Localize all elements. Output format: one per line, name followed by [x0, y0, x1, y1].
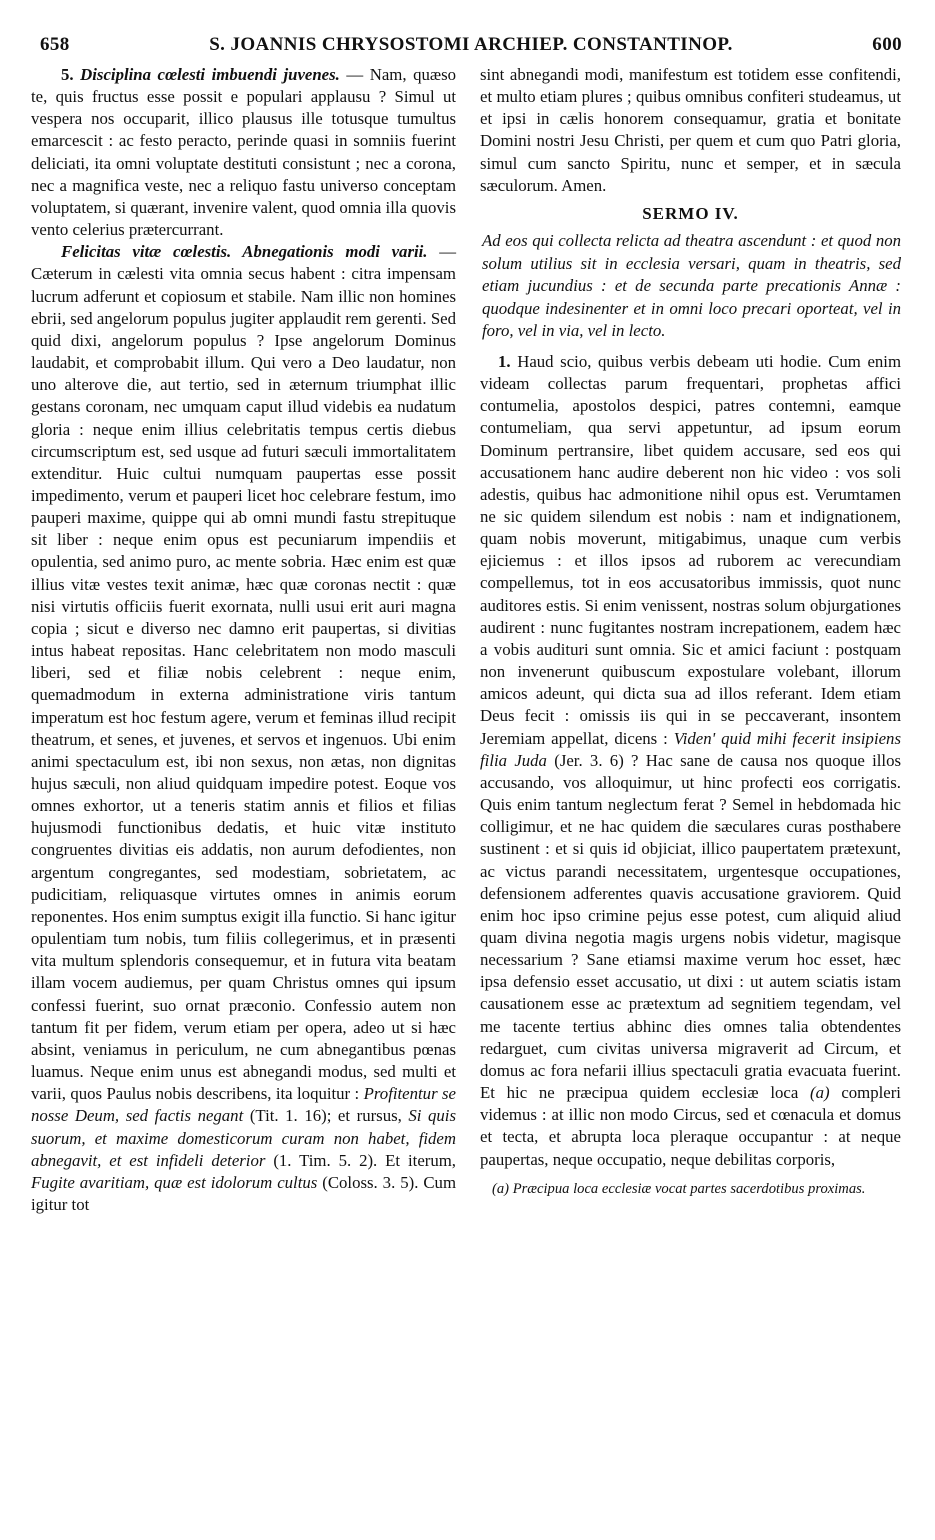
paragraph-text: compleri videmus : at illic non modo Circus, sed et cœnacula et domus et tecta, et abrupta loca pleraque occupantur : at neque paupertas, neque occupatio, neque debilitas corporis, — [480, 1083, 901, 1169]
running-title: S. JOANNIS CHRYSOSTOMI ARCHIEP. CONSTANTINOP. — [209, 34, 733, 55]
paragraph-text: — Cæterum in cælesti vita omnia secus habent : citra impensam lucrum adferunt et copiosum et stabile. Nam illic non homines ebrii, sed angelorum populus jugiter applaudit rem gerenti. Sed quid dixi, angelorum populus ? Ipse angelorum Dominus laudabit, et comprobabit illum. Qui vero a Deo laudatur, non uno alterove die, aut tertio, sed in æternum triumphat illic gestans coronam, nec umquam caput illud videbis ea nudatum gloria : neque enim illius celebritatis tempus certis diebus circumscriptum est, sed usque ad futuri sæculi immortalitatem extenditur. Huic cultui numquam paupertas esse possit impedimento, verum et pauperi licet hoc celebrare festum, imo pauperi maxime, quippe qui ab omni mundi fastu strepituque sit liber : neque enim opus est pecuniarum impendiis et opulentia, sed animo puro, ac mente sobria. Hæc enim est quæ illius vitæ vestes texit animæ, hæc quæ coronas nectit : quæ nisi virtutis officiis fuerit exornata, nulli usui erit auri magna copia ; sicut e diverso nec damno erit paupertas, si divitias intus habeat repositas. Hanc celebritatem non modo masculi liberi, sed et filiæ nobis celebrent : neque enim, quemadmodum in externa administratione viris tantum imperatum est hoc festum agere, verum et feminas illud recipit theatrum, et senes, et juvenes, et servos et ingenuos. Ubi enim animi spectaculum est, ibi non sexus, non ætas, non dignitas hujus sæculi, non aliud quidquam impedire potest. Eoque vos omnes exhortor, ut a teneris statim annis et filios et filias hujusmodi functionibus dedatis, et huic vitæ instituto congruentes divitias eis addatis, non aurum defodientes, non argentum congregantes, sed modestiam, sobrietatem, ac pudicitiam, reliquasque virtutes omnes in animis eorum reponentes. Hos enim sumptus exigit illa functio. Si hanc igitur opulentiam tum nobis, tum filiis collegerimus, et in præsenti vita multum splendoris consequemur, et in futura vita beatam illam vocem audiemus, per quam Christus omnes qui ipsum confessi fuerint, suo ornat præconio. Confessio autem non tantum fit per fidem, verum etiam per opera, adeo ut si hæc absint, veniamus in periculum, ne cum abnegantibus pœnas luamus. Neque enim unus est abnegandi modus, sed multi et varii, quos Paulus nobis describens, ita loquitur : — [31, 242, 456, 1104]
right-column — [480, 64, 901, 1198]
left-column — [31, 64, 456, 1216]
sermon-title: SERMO IV. — [642, 203, 739, 223]
paragraph-text: — Nam, quæso te, quis fructus esse possit e populari applausu ? Simul ut vespera nos occuparit, illico plausus ille totusque tumultus emarcescit : ac festo peracto, perinde quasi in somniis fuerint deliciati, ita omni voluptate destituti consistunt ; nec a corona, nec a magnifica veste, nec a reliquo fastu universo conceptam voluptatem, si quærant, invenire valent, quod omnia illa quovis vento celerius prætercurrant. — [31, 65, 456, 240]
paragraph-number: 1. — [498, 351, 511, 371]
scripture-quote: Si quis suorum, et maxime domesticorum curam non habet, fidem abnegavit, et est infideli deterior — [31, 1106, 457, 1170]
paragraph-rubric: Disciplina cœlesti imbuendi juvenes. — [80, 65, 340, 84]
page-number-right: 600 — [872, 34, 902, 55]
scripture-quote: Fugite avaritiam, quæ est idolorum cultus — [31, 1172, 318, 1192]
footnote-mark: (a) — [492, 1180, 510, 1197]
paragraph-number: 5. — [61, 65, 74, 84]
paragraph-text: (Jer. 3. 6) ? Hac sane de causa nos quoque illos accusando, vos alloquimur, ut hinc profecti eos corrigatis. Quis enim tantum neglectum ferat ? Semel in hebdomada hic colligimur, et ne hac quidem die sæculares curas posthabere sustinent : et si quis id objiciat, illico paupertatem prætexunt, ac victus parandi necessitatem, urgentesque occupationes, defensionem adferentes quavis accusatione graviorem. Quid enim hoc ipso crimine pejus esse potest, cum aliquid aliud quam divina negotia magis urgens nobis videtur, magisque necessarium ? Sane etiamsi maxime verum hoc esset, hæc ipsa defensio esset accusatio, ut dixi : ut autem sciatis istam causationem esse ac prætextum ad segnitiem tegendam, vel me tacente tertius abhinc dies omnes talia obtendentes redarguet, cum civitas universa migraverit ad Circum, et domus ac fora nefarii illius spectaculi gratia evacuata fuerint. Et hic ne præcipua quidem ecclesiæ loca — [480, 750, 902, 1103]
running-header — [40, 34, 902, 60]
scripture-reference: (1. Tim. 5. 2). Et iterum, — [273, 1150, 456, 1170]
scripture-reference: (Tit. 1. 16); et rursus, — [249, 1106, 402, 1126]
continuation-paragraph: sint abnegandi modi, manifestum est totidem esse confitendi, et multo etiam plures ; quibus omnibus confiteri studeamus, ut et ipsi in cælis honorem consequamur, gratia et bonitate Domini nostri Jesu Christi, per quem et cum quo Patri gloria, simul cum sancto Spiritu, nunc et semper, et in sæcula sæculorum. Amen. — [480, 65, 901, 195]
paragraph-rubric: Felicitas vitæ cœlestis. Abnegationis modi varii. — [61, 242, 428, 262]
sermon-argument: Ad eos qui collecta relicta ad theatra ascendunt : et quod non solum utilius sit in ecclesia versari, quam in theatris, sed etiam jucundius : et de secunda parte precationis Annæ : quodque indesinenter et in omni loco precari oporteat, vel in foro, vel in via, vel in lecto. — [482, 230, 901, 341]
scripture-quote: Viden' quid mihi fecerit insipiens filia Juda — [480, 728, 901, 770]
page-number-left: 658 — [40, 34, 70, 55]
paragraph-5 — [31, 64, 456, 241]
scripture-quote: Profitentur se nosse Deum, sed factis negant — [31, 1084, 456, 1126]
footnote-reference: (a) — [810, 1083, 830, 1103]
footnote — [480, 1181, 901, 1198]
footnote-text: Præcipua loca ecclesiæ vocat partes sacerdotibus proximas. — [512, 1180, 866, 1197]
scripture-reference: (Coloss. 3. 5). Cum igitur tot — [31, 1172, 456, 1214]
paragraph-text: Haud scio, quibus verbis debeam uti hodie. Cum enim videam collectas parum frequentari, prophetas affici contumelia, apostolos despici, patres contemni, eamque contumeliam, qua servi appetuntur, ad ipsum eorum Dominum pertransire, libet quidem accusare, sed eos qui accusationem hanc audire deberent non hic video : vos soli adestis, quibus hac admonitione nihil opus est. Verumtamen ne sic quidem silendum est nobis : nam et indignationem, quam nobis moverunt, mitigabimus, unaque cum verbis ejiciemus : et illos ipsos ad ruborem ac verecundiam compellemus, tot in eos accusatoribus immissis, quot nunc auditores estis. Si enim venissent, nostras solum objurgationes audirent : nunc fugitantes nostram increpationem, eadem hæc a vobis audituri sunt omnia. Sic et amici faciunt : postquam non invenerunt quibuscum expostulare volebant, illorum amicos adeunt, qui dicta sua ad illos referant. Idem etiam Deus fecit : omissis iis qui in se peccaverant, insontem Jeremiam appellat, dicens : — [480, 351, 902, 748]
paragraph-1 — [480, 351, 901, 1171]
paragraph-6 — [31, 241, 456, 1216]
